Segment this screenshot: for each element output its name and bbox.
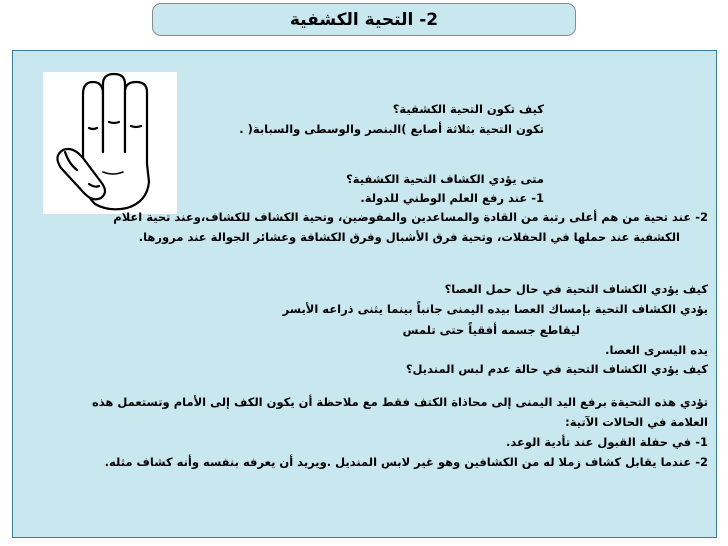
paragraph-line: تكون التحية بثلاثة أصابع )البنصر والوسطى والسبابة( . <box>239 122 544 136</box>
paragraph-line: تؤدي هذه التحيةة برفع اليد اليمنى إلى محاذاة الكتف فقط مع ملاحظة أن يكون الكف إلى الأمام وتستعمل هذه <box>91 395 708 409</box>
paragraph-line: العلامة في الحالات الآتية: <box>565 415 708 429</box>
slide-title: 2- التحية الكشفية <box>152 3 576 36</box>
content-panel <box>12 50 717 538</box>
question-heading: كيف يؤدي الكشاف التحية في حالة عدم لبس المنديل؟ <box>405 362 708 376</box>
three-finger-salute-hand-icon <box>43 72 177 214</box>
paragraph-line: ليقاطع جسمه أفقياً حتى تلمس <box>402 323 580 337</box>
paragraph-line: 1- عند رفع العلم الوطني للدولة. <box>360 191 544 205</box>
question-heading: كيف تكون التحية الكشفية؟ <box>392 102 544 116</box>
paragraph-line: 2- عند تحية من هم أعلى رتبة من القادة والمساعدين والمفوضين، وتحية الكشاف للكشاف،وعند تحية اعلام <box>113 210 708 224</box>
question-heading: كيف يؤدي الكشاف التحية في حال حمل العصا؟ <box>444 282 708 296</box>
paragraph-line: الكشفية عند حملها في الحفلات، وتحية فرق الأشبال وفرق الكشافة وعشائر الجوالة عند مرورها. <box>138 230 680 244</box>
paragraph-line: 1- في حفلة القبول عند تأدية الوعد. <box>506 435 708 449</box>
paragraph-line: يده اليسرى العصا. <box>605 343 708 357</box>
question-heading: متى يؤدي الكشاف التحية الكشفية؟ <box>346 172 544 186</box>
paragraph-line: يؤدي الكشاف التحية بإمساك العصا بيده اليمنى جانباً بينما يثنى ذراعه الأيسر <box>282 302 708 316</box>
paragraph-line: 2- عندما يقابل كشاف زملا له من الكشافين وهو غير لابس المنديل .ويريد أن يعرفه بنفسه وأنه كشاف مثله. <box>104 455 708 469</box>
